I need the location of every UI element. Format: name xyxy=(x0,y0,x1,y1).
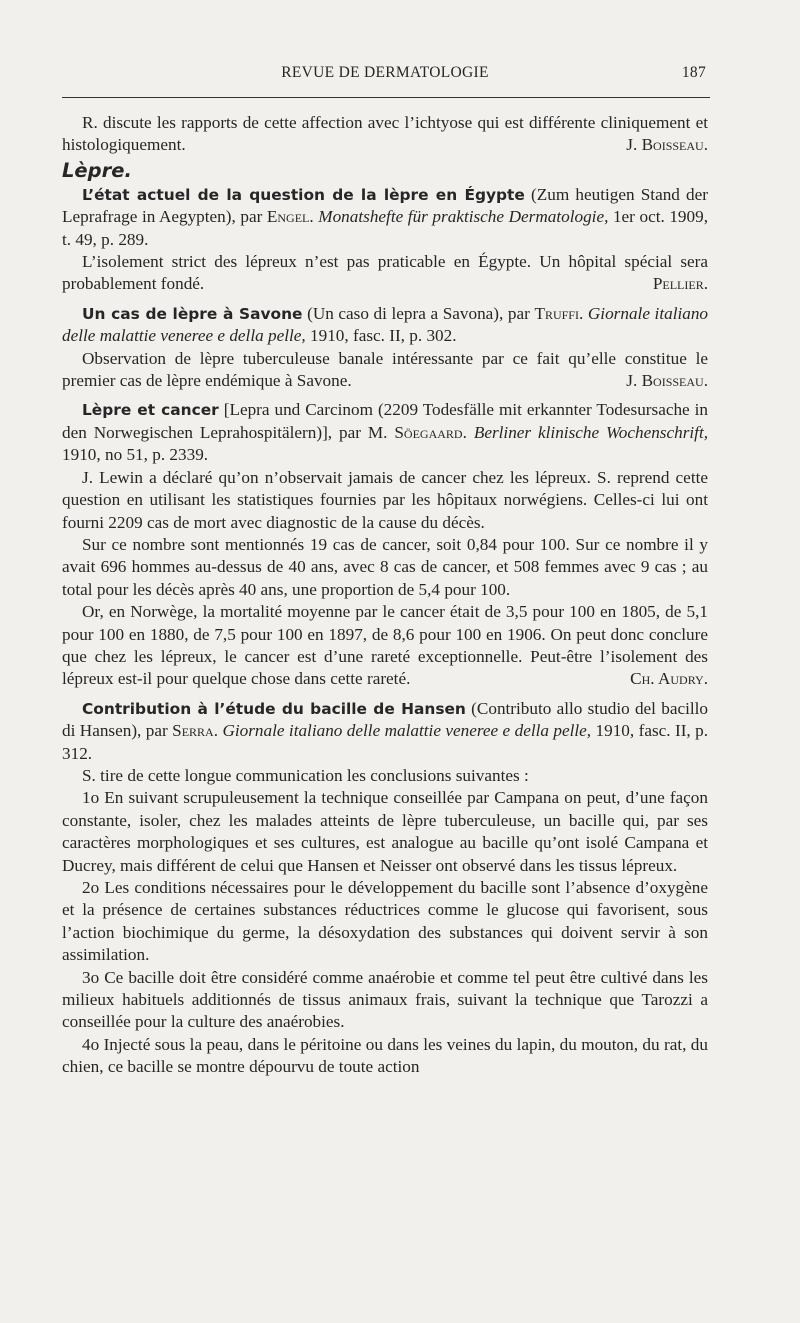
article3-paragraph: J. Lewin a déclaré qu’on n’observait jamais de cancer chez les lépreux. S. reprend cette question en utilisant les statistiques fournies par les hôpitaux norwégiens. Celles-ci lui ont fourni 2209 cas de mort avec diagnostic de la cause du décès. xyxy=(62,467,708,532)
article1-signature: Pellier. xyxy=(652,274,708,294)
article1-title: L’état actuel de la question de la lèpre en Égypte xyxy=(82,185,525,204)
article4-conclusion-4: 4o Injecté sous la peau, dans le péritoine ou dans les veines du lapin, du mouton, du rat, du chien, ce bacille se montre dépourvu de toute action xyxy=(62,1034,708,1077)
article4-journal: Giornale italiano delle malattie veneree e della pelle, xyxy=(222,721,592,741)
article3-author: Söegaard. xyxy=(394,422,467,442)
intro-paragraph: R. discute les rapports de cette affection avec l’ichtyose qui est différente cliniquement et histologiquement. J. Boisseau. xyxy=(62,112,708,157)
page-body xyxy=(62,112,708,1079)
article2-summary: Observation de lèpre tuberculeuse banale intéressante par ce fait qu’elle constitue le premier cas de lèpre endémique à Savone. J. Boisseau. xyxy=(62,348,708,393)
article2-title: Un cas de lèpre à Savone xyxy=(82,304,303,323)
article2-signature: J. Boisseau. xyxy=(626,371,708,391)
article2-journal: Giornale italiano delle malattie veneree e della pelle, xyxy=(62,303,709,346)
article1-citation: L’état actuel de la question de la lèpre en Égypte (Zum heutigen Stand der Leprafrage in Aegypten), par Engel. Monatshefte für praktische Dermatologie, 1er oct. 1909, t. 49, p. 289. xyxy=(62,184,709,249)
article3-citation: Lèpre et cancer [Lepra und Carcinom (2209 Todesfälle mit erkannter Todesursache in den Norwegischen Leprahospitälern)], par M. Söegaard. Berliner klinische Wochenschrift, 1910, no 51, p. 2339. xyxy=(62,400,709,465)
article4-citation: Contribution à l’étude du bacille de Hansen (Contributo allo studio del bacillo di Hansen), par Serra. Giornale italiano delle malattie veneree e della pelle, 1910, fasc. II, p. 312. xyxy=(62,698,709,763)
article1-summary: L’isolement strict des lépreux n’est pas praticable en Égypte. Un hôpital spécial sera probablement fondé. Pellier. xyxy=(62,251,708,296)
article4-paragraph: S. tire de cette longue communication les conclusions suivantes : xyxy=(82,765,529,785)
page-number: 187 xyxy=(681,64,706,81)
article1-author: Engel. xyxy=(266,207,314,227)
header-rule xyxy=(62,97,710,98)
article3-journal: Berliner klinische Wochenschrift, xyxy=(473,422,709,442)
article3-paragraph: Sur ce nombre sont mentionnés 19 cas de cancer, soit 0,84 pour 100. Sur ce nombre il y avait 696 hommes au-dessus de 40 ans, avec 8 cas de cancer, et 508 femmes avec 9 cas ; au total pour les décès après 40 ans, une proportion de 5,4 pour 100. xyxy=(62,534,708,599)
article2-citation: Un cas de lèpre à Savone (Un caso di lepra a Savona), par Truffi. Giornale italiano delle malattie veneree e della pelle, 1910, fasc. II, p. 302. xyxy=(62,303,709,346)
article3-signature: Ch. Audry. xyxy=(630,669,708,689)
journal-title: REVUE DE DERMATOLOGIE xyxy=(281,64,489,81)
article2-author: Truffi. xyxy=(534,303,584,323)
running-header xyxy=(62,60,708,88)
article4-conclusion-3: 3o Ce bacille doit être considéré comme anaérobie et comme tel peut être cultivé dans les milieux habituels additionnés de tissus animaux frais, suivant la technique que Tarozzi a conseillée pour la culture des anaérobies. xyxy=(62,967,708,1032)
article3-paragraph: Or, en Norwège, la mortalité moyenne par le cancer était de 3,5 pour 100 en 1805, de 5,1 pour 100 en 1880, de 7,5 pour 100 en 1897, de 8,6 pour 100 en 1906. On peut donc conclure que chez les lépreux, le cancer est d’une rareté exceptionnelle. Peut-être l’isolement des lépreux est-il pour quelque chose dans cette rareté. Ch. Audry. xyxy=(62,601,708,691)
section-title: Lèpre. xyxy=(62,158,132,182)
article4-title: Contribution à l’étude du bacille de Hansen xyxy=(82,699,466,718)
article3-title: Lèpre et cancer xyxy=(82,401,219,420)
intro-signature: J. Boisseau. xyxy=(626,135,708,155)
article4-author: Serra. xyxy=(172,721,219,741)
article4-conclusion-1: 1o En suivant scrupuleusement la technique conseillée par Campana on peut, d’une façon constante, isoler, chez les malades atteints de lèpre tuberculeuse, un bacille qui, par ses caractères morphologiques et ses cultures, est analogue au bacille qu’ont isolé Campana et Ducrey, mais différent de celui que Hansen et Neisser ont observé dans les tissus lépreux. xyxy=(62,788,708,875)
article1-journal: Monatshefte für praktische Dermatologie, xyxy=(318,207,609,227)
article4-conclusion-2: 2o Les conditions nécessaires pour le développement du bacille sont l’absence d’oxygène et la présence de certaines substances réductrices comme le glucose qui favorisent, sous l’action biochimique du germe, la désoxydation des substances qui doivent servir à son assimilation. xyxy=(62,878,708,965)
